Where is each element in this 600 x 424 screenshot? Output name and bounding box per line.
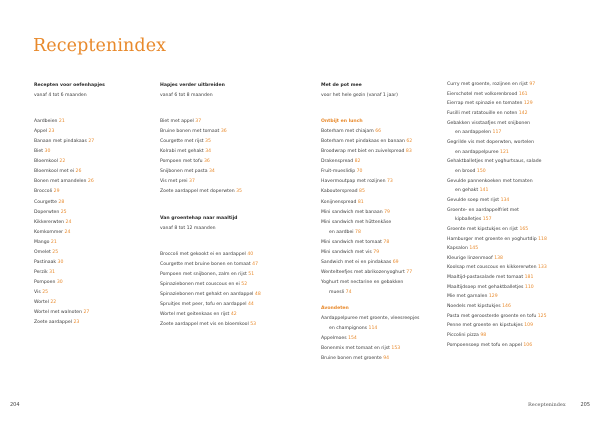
index-entry — [34, 167, 142, 177]
recipe-name: Fruit-mueslidip — [321, 169, 356, 175]
index-entry — [160, 167, 310, 177]
index-entry-continued — [447, 167, 572, 177]
page-ref: 165 — [519, 226, 529, 232]
recipe-name: Broccoli — [34, 189, 53, 195]
page-ref: 31 — [49, 269, 55, 275]
page-ref: 117 — [492, 130, 502, 136]
index-entry — [321, 198, 431, 208]
recipe-name: Boterham met chiajam — [321, 129, 374, 135]
recipe-name: Boterham met pindakaas en banaan — [321, 139, 405, 145]
page-ref: 66 — [375, 129, 382, 135]
recipe-name: Wortel — [34, 299, 49, 305]
page-title: Receptenindex — [33, 36, 167, 56]
index-entry-continued — [321, 324, 431, 334]
index-entry — [34, 137, 142, 147]
recipe-name: Courgette met bruine bonen en tomaat — [160, 261, 251, 267]
footer-section-label: Receptenindex — [528, 402, 566, 408]
index-entry — [160, 270, 310, 280]
page-ref: 83 — [405, 149, 412, 155]
recipe-name: Banaan met pindakaas — [34, 139, 87, 145]
index-entry — [447, 312, 572, 322]
page-ref: 74 — [345, 289, 352, 295]
page-ref: 157 — [482, 217, 492, 223]
recipe-name: Pasta met geroosterde groente en tofu — [447, 313, 537, 319]
index-entry — [447, 225, 572, 235]
index-column-2 — [160, 81, 310, 330]
recipe-name: Yoghurt met nectarine en gebakken — [321, 279, 404, 285]
page-ref: 62 — [406, 139, 413, 145]
index-entry — [160, 320, 310, 330]
index-entry — [447, 80, 572, 90]
index-entry — [34, 308, 142, 318]
index-entry — [34, 218, 142, 228]
page-ref: 85 — [359, 189, 365, 195]
recipe-name: Vis — [34, 289, 41, 295]
recipe-name: Pompoensoep met tofu en appel — [447, 342, 522, 348]
recipe-name: Omelet — [34, 249, 51, 255]
page-ref: 73 — [386, 179, 393, 185]
page-ref: 22 — [50, 299, 57, 305]
index-entry — [160, 260, 310, 270]
recipe-name: Bloemkool met ei — [34, 169, 75, 175]
page-ref: 79 — [373, 249, 380, 255]
page-ref: 37 — [189, 179, 195, 185]
spacer — [321, 101, 431, 111]
recipe-name: Pompoen met snijbonen, zalm en rijst — [160, 271, 247, 277]
recipe-name: Eierrap met spinazie en tomaten — [447, 101, 523, 107]
recipe-name: Groente- en aardappelfriet met — [447, 207, 519, 213]
page-ref: 35 — [205, 139, 211, 145]
page-ref: 25 — [52, 249, 59, 255]
recipe-name: Hamburger met groente en yoghurtdip — [447, 236, 537, 242]
recipe-name: Mini sandwich met tomaat — [321, 239, 382, 245]
index-entry — [34, 318, 142, 328]
index-entry — [160, 177, 310, 187]
page-ref: 114 — [368, 326, 378, 332]
index-entry — [447, 157, 572, 167]
recipe-name: Zoete aardappel — [34, 320, 72, 326]
page-ref: 22 — [59, 159, 66, 165]
index-entry — [34, 288, 142, 298]
recipe-name: Drakenspread — [321, 159, 354, 165]
index-entry — [34, 248, 142, 258]
page-ref: 35 — [236, 189, 242, 195]
index-entry — [34, 278, 142, 288]
index-entry — [34, 127, 142, 137]
page-ref: 97 — [529, 82, 536, 87]
page-ref: 48 — [254, 291, 261, 297]
recipe-name: Mie met garnalen — [447, 294, 488, 300]
recipe-name: Kleurige linzenmoof — [447, 255, 493, 261]
page-ref: 26 — [75, 169, 82, 175]
page-ref: 79 — [384, 209, 390, 215]
page-ref: 42 — [230, 311, 237, 317]
page-ref: 146 — [502, 304, 511, 310]
recipe-name: Bonen met amandelen — [34, 179, 87, 185]
page-ref: 142 — [518, 110, 528, 116]
recipe-name: Komkommer — [34, 229, 64, 235]
index-entry-continued — [447, 186, 572, 196]
recipe-name: Penne met groente en kipstukjes — [447, 323, 523, 329]
index-entry-continued — [447, 215, 572, 225]
index-entry — [34, 187, 142, 197]
index-entry-continued — [321, 228, 431, 238]
index-entry — [447, 263, 572, 273]
index-entry — [321, 314, 431, 324]
index-entry — [34, 198, 142, 208]
page-ref: 98 — [480, 333, 487, 339]
recipe-name: Havermoutpap met rozijnen — [321, 179, 386, 185]
recipe-name: Pompoen — [34, 279, 56, 285]
page-ref: 94 — [383, 356, 390, 362]
section-subheading: vanaf 8 tot 12 maanden — [160, 225, 216, 231]
recipe-name: Perzik — [34, 269, 48, 275]
spacer — [160, 234, 310, 244]
recipe-name: Fusilli met ratatouille en noten — [447, 110, 518, 116]
index-entry — [34, 208, 142, 218]
section-subheading: vanaf 4 tot 6 maanden — [34, 93, 87, 99]
index-entry — [321, 268, 431, 278]
recipe-name: Kikkererwten — [34, 219, 65, 225]
spacer — [160, 198, 310, 208]
index-entry — [160, 310, 310, 320]
recipe-name: Gebakken visstaafjes met snijbonen — [447, 120, 531, 126]
index-entry — [34, 177, 142, 187]
recipe-name: Appel — [34, 129, 48, 135]
page-ref: 24 — [65, 219, 72, 225]
page-ref: 109 — [524, 323, 534, 329]
category-heading: Avondeten — [321, 305, 349, 311]
recipe-name-continued: muesli — [329, 289, 345, 295]
index-entry — [321, 334, 431, 344]
index-entry — [34, 117, 142, 127]
recipe-name: Maaltijdsoep met gehaktballetjes — [447, 284, 524, 290]
page-ref: 161 — [518, 91, 528, 97]
index-entry — [447, 138, 572, 148]
recipe-name: Wentelteefjes met abrikozenyoghurt — [321, 269, 405, 275]
index-entry — [321, 354, 431, 364]
section-heading: Van groentehap naar maaltijd — [160, 215, 238, 221]
page-ref: 52 — [241, 281, 248, 287]
recipe-name: Zoete aardappel met doperwten — [160, 189, 235, 195]
index-entry — [447, 331, 572, 341]
page-ref: 34 — [205, 149, 212, 155]
index-entry — [160, 300, 310, 310]
index-entry — [321, 187, 431, 197]
recipe-name: Gegrilde vis met doperwten, wortelen — [447, 139, 535, 145]
index-column-1 — [34, 81, 142, 328]
page-ref: 181 — [524, 275, 534, 281]
index-entry — [321, 218, 431, 228]
page-ref: 141 — [479, 188, 489, 194]
page-ref: 77 — [406, 269, 413, 275]
page-number-right: 205 — [580, 402, 590, 408]
page-ref: 125 — [537, 313, 547, 319]
page-ref: 106 — [523, 342, 533, 348]
page-ref: 25 — [60, 209, 67, 215]
index-entry — [321, 127, 431, 137]
recipe-name: Appelmoes — [321, 336, 347, 342]
index-entry — [160, 137, 310, 147]
page-ref: 23 — [73, 320, 80, 326]
page-ref: 154 — [348, 336, 357, 342]
category-heading: Ontbijt en lunch — [321, 119, 363, 125]
page-ref: 34 — [209, 169, 215, 175]
recipe-name: Bruine bonen met tomaat — [160, 129, 220, 135]
recipe-name: Aardappelpuree met groente, vleesreepjes — [321, 316, 420, 322]
recipe-name: Gevulde pannenkoeken met tomaten — [447, 178, 533, 184]
recipe-name: Kolrabi met gehakt — [160, 149, 204, 155]
recipe-name: Noedels met kipstukjes — [447, 304, 501, 310]
recipe-name-continued: en aardbei — [329, 229, 354, 235]
index-column-3 — [321, 81, 431, 364]
recipe-name: Eierschotel met volkorenbrood — [447, 91, 518, 97]
page-ref: 51 — [248, 271, 255, 277]
page-ref: 138 — [494, 255, 503, 261]
recipe-name: Spinaziebonen met gehakt en aardappel — [160, 291, 254, 297]
section-heading: Met de pot mee — [321, 83, 362, 88]
section-subheading: vanaf 6 tot 8 maanden — [160, 93, 213, 99]
index-entry — [321, 248, 431, 258]
index-entry — [34, 258, 142, 268]
recipe-name-continued: en aardappelen — [455, 130, 492, 136]
page-ref: 40 — [247, 251, 254, 257]
page-ref: 133 — [537, 265, 547, 271]
spacer — [160, 101, 310, 111]
index-entry — [447, 244, 572, 254]
page-ref: 27 — [88, 139, 95, 145]
recipe-name: Gevulde soep met rijst — [447, 197, 500, 203]
page-ref: 21 — [50, 239, 57, 245]
index-entry — [160, 250, 310, 260]
recipe-name: Koolsap met couscous en kikkererwten — [447, 265, 537, 271]
recipe-name: Biet met appel — [160, 119, 194, 125]
index-column-4 — [447, 80, 572, 350]
page-ref: 78 — [355, 229, 361, 235]
index-entry — [447, 283, 572, 293]
page-ref: 28 — [58, 199, 65, 205]
page-ref: 70 — [356, 169, 363, 175]
index-entry — [34, 157, 142, 167]
recipe-name: Pompoen met tofu — [160, 159, 203, 165]
section-heading: Recepten voor oefenhapjes — [34, 83, 105, 88]
index-entry — [321, 278, 431, 288]
index-entry — [160, 290, 310, 300]
index-entry — [447, 292, 572, 302]
index-entry — [160, 127, 310, 137]
recipe-name: Spinaziebonen met couscous en ei — [160, 281, 240, 287]
index-entry — [447, 119, 572, 129]
index-entry — [447, 196, 572, 206]
page-ref: 82 — [354, 159, 361, 165]
page-ref: 81 — [357, 199, 364, 205]
page-ref: 53 — [250, 322, 257, 328]
page-ref: 25 — [42, 289, 49, 295]
recipe-name: Wortel met walnoten — [34, 310, 83, 316]
recipe-name: Snijbonen met pasta — [160, 169, 208, 175]
index-entry — [160, 187, 310, 197]
recipe-name: Bloemkool — [34, 159, 58, 165]
index-entry-continued — [447, 128, 572, 138]
page-ref: 78 — [383, 239, 390, 245]
page-ref: 30 — [56, 279, 63, 285]
index-entry — [447, 90, 572, 100]
recipe-name-continued: en brood — [455, 168, 476, 174]
index-entry — [447, 273, 572, 283]
index-entry — [34, 298, 142, 308]
page-ref: 27 — [83, 310, 90, 316]
index-entry — [447, 302, 572, 312]
recipe-name-continued: en aardappelpuree — [455, 149, 499, 155]
page-ref: 36 — [204, 159, 210, 165]
page-ref: 21 — [58, 119, 65, 125]
recipe-name: Bonenmix met tomaat en rijst — [321, 346, 390, 352]
index-entry — [321, 344, 431, 354]
page-ref: 23 — [48, 129, 55, 135]
recipe-name: Pastinaak — [34, 259, 57, 265]
recipe-name: Biet — [34, 149, 44, 155]
index-entry — [160, 157, 310, 167]
index-entry — [34, 268, 142, 278]
recipe-name: Kapsalon — [447, 246, 468, 252]
recipe-name: Wortel met geitenkaas en rijst — [160, 311, 230, 317]
recipe-name: Maaltijd-pastasalade met tomaat — [447, 275, 524, 281]
index-entry — [447, 321, 572, 331]
page-ref: 129 — [488, 294, 498, 300]
page-ref: 145 — [469, 246, 479, 252]
page-ref: 153 — [391, 346, 401, 352]
recipe-name: Broccoli met gekookt ei en aardappel — [160, 251, 246, 257]
index-entry — [34, 238, 142, 248]
recipe-name: Bruine bonen met groente — [321, 356, 382, 362]
page-ref: 134 — [500, 197, 510, 203]
section-heading: Hapjes verder uitbreiden — [160, 83, 225, 88]
page-ref: 121 — [500, 149, 509, 155]
recipe-name: Mini sandwich met vis — [321, 249, 372, 255]
recipe-name-continued: en champignons — [329, 326, 368, 332]
index-entry — [34, 228, 142, 238]
index-entry — [447, 341, 572, 351]
index-entry — [447, 177, 572, 187]
index-entry — [447, 99, 572, 109]
page-ref: 44 — [247, 301, 254, 307]
recipe-name: Gehaktballetjes met yoghurtsaus, salade — [447, 159, 542, 165]
index-entry — [321, 208, 431, 218]
index-entry-continued — [321, 288, 431, 298]
recipe-name: Konijnenspread — [321, 199, 357, 205]
page-ref: 150 — [476, 168, 486, 174]
recipe-name: Aardbeien — [34, 119, 58, 125]
recipe-name: Piccolini pizza — [447, 333, 479, 339]
index-entry — [160, 117, 310, 127]
page-ref: 30 — [57, 259, 64, 265]
page-ref: 26 — [87, 179, 94, 185]
page-ref: 30 — [44, 149, 51, 155]
recipe-name: Spruitjes met peer, tofu en aardappel — [160, 301, 247, 307]
page-ref: 129 — [523, 101, 533, 107]
section-subheading: voor het hele gezin (vanaf 1 jaar) — [321, 93, 398, 99]
recipe-name-continued: en gehakt — [455, 188, 479, 194]
recipe-name: Zoete aardappel met vis en bloemkool — [160, 322, 249, 328]
recipe-name: Groente met kipstukjes en rijst — [447, 226, 518, 232]
recipe-name: Mini sandwich met banaan — [321, 209, 383, 215]
index-entry — [321, 177, 431, 187]
page-number-left: 204 — [10, 402, 20, 408]
recipe-name: Curry met groente, rozijnen en rijst — [447, 82, 528, 87]
index-entry — [321, 137, 431, 147]
index-entry — [447, 109, 572, 119]
recipe-name: Kabouterspread — [321, 189, 358, 195]
recipe-name: Broodwrap met biet en zuivelspread — [321, 149, 405, 155]
page-ref: 47 — [252, 261, 259, 267]
recipe-name-continued: kipballetjes — [455, 217, 482, 223]
index-entry — [447, 235, 572, 245]
recipe-name: Vis met prei — [160, 179, 188, 185]
index-entry — [160, 147, 310, 157]
index-entry — [321, 167, 431, 177]
recipe-name: Doperwten — [34, 209, 60, 215]
index-entry — [321, 147, 431, 157]
index-entry-continued — [447, 148, 572, 158]
index-entry — [34, 147, 142, 157]
page-ref: 118 — [538, 236, 547, 242]
spacer — [34, 101, 142, 111]
index-entry — [321, 238, 431, 248]
recipe-name: Courgette met rijst — [160, 139, 204, 145]
index-entry — [447, 254, 572, 264]
page-ref: 37 — [195, 119, 202, 125]
index-entry — [160, 280, 310, 290]
recipe-name: Courgette — [34, 199, 57, 205]
index-entry — [321, 157, 431, 167]
page-ref: 69 — [392, 259, 399, 265]
page-ref: 24 — [64, 229, 71, 235]
index-entry — [321, 258, 431, 268]
recipe-name: Sandwich met ei en pindakaas — [321, 259, 392, 265]
index-entry — [447, 206, 572, 216]
page-ref: 36 — [220, 129, 227, 135]
page-ref: 29 — [53, 189, 60, 195]
recipe-name: Mango — [34, 239, 50, 245]
page-ref: 110 — [524, 284, 534, 290]
recipe-name: Mini sandwich met hüttenkäse — [321, 219, 392, 225]
